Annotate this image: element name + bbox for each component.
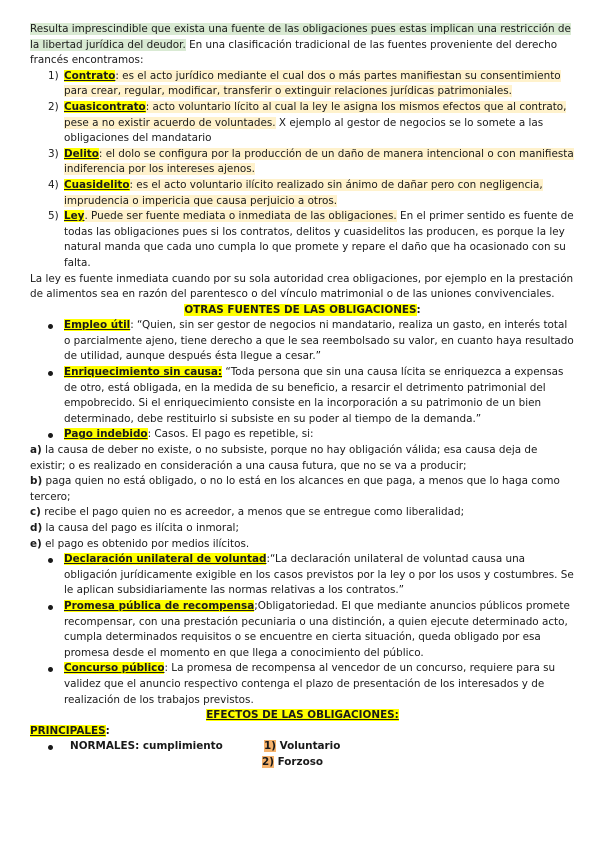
otras-fuentes-heading <box>30 303 575 319</box>
intro-highlight: Resulta imprescindible que exista una fuente de las obligaciones pues estas implican una restricción de la libertad jurídica del deudor. <box>30 23 571 51</box>
normales-row <box>30 739 575 755</box>
definition-text: . Puede ser fuente mediata o inmediata de las obligaciones. <box>84 210 397 223</box>
bullet-icon <box>48 433 53 438</box>
list-item <box>30 69 575 100</box>
case-text: paga quien no está obligado, o no lo está en los alcances en que paga, a menos que lo haga como tercero; <box>30 475 560 503</box>
definition-text: : Casos. El pago es repetible, si: <box>147 428 314 441</box>
case-letter: c) <box>30 506 41 519</box>
definition-text: : “Quien, sin ser gestor de negocios ni mandatario, realiza un gasto, en interés total o parcialmente ajeno, tiene derecho a que le sea reembolsado su valor, en cuanto haya resultado de utilidad, aunque después ésta llegue a cesar.” <box>64 319 574 363</box>
term-concurso: Concurso público <box>64 662 165 675</box>
list-item <box>30 661 575 708</box>
case-letter: a) <box>30 444 42 457</box>
sources-list <box>30 69 575 272</box>
normales-label: NORMALES: cumplimiento <box>70 740 223 753</box>
case-letter: e) <box>30 537 42 550</box>
principales-heading <box>30 724 575 740</box>
case-letter: d) <box>30 522 43 534</box>
list-item <box>30 178 575 209</box>
case-item <box>30 474 575 505</box>
case-text: la causa de deber no existe, o no subsiste, porque no hay obligación válida; esa causa deja de existir; o es realizado en consideración a una causa futura, que no se va a producir; <box>30 444 538 472</box>
ley-paragraph: La ley es fuente inmediata cuando por su sola autoridad crea obligaciones, por ejemplo en la prestación de alimentos sea en razón del parentesco o del vínculo matrimonial o de las uniones convivenciales. <box>30 272 574 301</box>
efectos-heading <box>30 708 575 724</box>
case-item <box>30 521 575 537</box>
definition-tail: En el primer sentido es fuente de todas las obligaciones pues si los contratos, delitos y cuasidelitos las producen, es porque la ley natural manda que cada uno cumpla lo que promete y repare el daño que ha ocasionado con su falta. <box>64 210 574 269</box>
otras-heading-colon: : <box>416 303 421 316</box>
bullet-icon <box>48 745 53 750</box>
term-cuasicontrato: Cuasicontrato <box>64 100 146 113</box>
definition-text: : es el acto jurídico mediante el cual dos o más partes manifiestan su consentimiento para crear, regular, modificar, transferir o extinguir relaciones jurídicas patrimoniales. <box>64 69 561 98</box>
case-item <box>30 443 575 474</box>
case-item <box>30 537 575 553</box>
term-cuasidelito: Cuasidelito <box>64 178 130 191</box>
term-pago-indebido: Pago indebido <box>64 428 148 441</box>
case-item <box>30 505 575 521</box>
list-item <box>30 100 575 147</box>
definition-tail: X ejemplo al gestor de negocios se lo somete a las obligaciones del mandatario <box>64 116 544 145</box>
term-enriquecimiento: Enriquecimiento sin causa: <box>64 366 223 379</box>
principales-colon: : <box>105 724 110 737</box>
definition-text: :“La declaración unilateral de voluntad causa una obligación jurídicamente exigible en los casos previstos por la ley o por los usos y costumbres. Se le aplican subsidiariamente las normas relativas a los contratos.” <box>64 553 574 597</box>
list-number: 3) <box>48 147 59 160</box>
list-item <box>30 209 575 271</box>
definition-text: “Toda persona que sin una causa lícita se enriquezca a expensas de otro, está obligada, en la medida de su beneficio, a resarcir el detrimento patrimonial del empobrecido. Si el enriquecimiento consiste en la incorporación a su patrimonio de un bien determinado, debe restituirlo si subsiste en su poder al tiempo de la demanda.” <box>64 366 564 425</box>
definition-text: : es el acto voluntario ilícito realizado sin ánimo de dañar pero con negligencia, imprudencia o impericia que causa perjuicio a otros. <box>64 178 543 207</box>
efectos-heading-text: EFECTOS DE LAS OBLIGACIONES: <box>206 709 399 722</box>
bullet-icon <box>48 324 53 329</box>
bullet-icon <box>48 605 53 610</box>
intro-rest: En una clasificación tradicional de las fuentes proveniente del derecho francés encontramos: <box>30 38 558 67</box>
principales-text: PRINCIPALES <box>30 724 106 737</box>
intro-paragraph <box>30 22 575 69</box>
definition-text: ;Obligatoriedad. El que mediante anuncios públicos promete recompensar, con una prestación pecuniaria o una distinción, a quien ejecute determinado acto, cumpla determinados requisitos o se encuentre en cierta situación, queda obligado por esa promesa desde el momento en que llega a conocimiento del público. <box>64 599 570 659</box>
list-item <box>30 318 575 365</box>
otras-fuentes-list-2 <box>30 552 575 708</box>
option-voluntario <box>264 739 340 755</box>
case-letter: b) <box>30 475 43 488</box>
list-item <box>30 427 575 443</box>
option-label: Voluntario <box>275 740 341 753</box>
term-contrato: Contrato <box>64 69 116 82</box>
definition-text: : La promesa de recompensa al vencedor de un concurso, requiere para su validez que el anuncio respectivo contenga el plazo de presentación de los interesados y de realización de los trabajos previstos. <box>64 662 556 706</box>
option-number: 1) <box>264 740 276 753</box>
bullet-icon <box>48 667 53 672</box>
term-declaracion: Declaración unilateral de voluntad <box>64 553 267 566</box>
list-number: 4) <box>48 178 59 191</box>
case-text: el pago es obtenido por medios ilícitos. <box>41 537 250 550</box>
otras-fuentes-list <box>30 318 575 443</box>
case-text: la causa del pago es ilícita o inmoral; <box>42 522 239 534</box>
otras-heading-text: OTRAS FUENTES DE LAS OBLIGACIONES <box>184 303 417 316</box>
case-text: recibe el pago quien no es acreedor, a menos que se entregue como liberalidad; <box>40 506 465 519</box>
document-page <box>30 22 575 771</box>
list-item <box>30 599 575 661</box>
forzoso-row <box>30 755 575 771</box>
term-ley: Ley <box>64 210 85 223</box>
option-label: Forzoso <box>273 756 324 769</box>
option-forzoso <box>262 755 323 771</box>
bullet-icon <box>48 371 53 376</box>
bullet-icon <box>48 558 53 563</box>
definition-text: : acto voluntario lícito al cual la ley le asigna los mismos efectos que al contrato, pese a no existir acuerdo de voluntades. <box>64 100 567 129</box>
list-item <box>30 365 575 427</box>
option-number: 2) <box>262 756 274 769</box>
term-promesa: Promesa pública de recompensa <box>64 599 255 612</box>
list-number: 1) <box>48 69 59 82</box>
list-item <box>30 552 575 599</box>
term-empleo-util: Empleo útil <box>64 319 131 332</box>
definition-text: : el dolo se configura por la producción de un daño de manera intencional o con manifiesta indiferencia por los intereses ajenos. <box>64 147 574 176</box>
term-delito: Delito <box>64 147 99 160</box>
list-number: 2) <box>48 100 59 113</box>
pago-cases <box>30 443 575 552</box>
list-item <box>30 147 575 178</box>
list-number: 5) <box>48 210 59 223</box>
